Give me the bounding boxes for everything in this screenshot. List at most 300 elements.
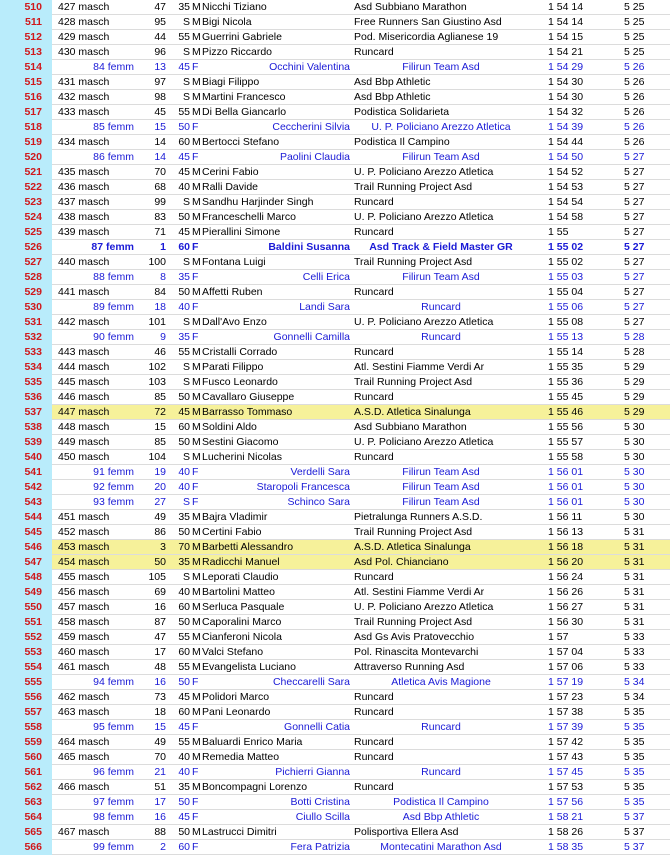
- category-rank: 96: [154, 46, 166, 58]
- athlete-name: Cristalli Corrado: [202, 346, 278, 358]
- category-rank: 51: [154, 781, 166, 793]
- gender-position: 463 masch: [58, 706, 110, 718]
- finish-time: 1 55 46: [548, 406, 584, 418]
- category-rank: 46: [154, 346, 166, 358]
- finish-time: 1 54 21: [548, 46, 584, 58]
- gender-position: 444 masch: [58, 361, 110, 373]
- overall-position: 555: [0, 675, 52, 690]
- category-age: 35: [178, 1, 190, 13]
- pace: 5 33: [624, 631, 645, 643]
- team-name: U. P. Policiano Arezzo Atletica: [371, 121, 511, 133]
- category-rank: 15: [154, 721, 166, 733]
- overall-position: 526: [0, 240, 52, 255]
- category-sex: M: [192, 451, 201, 463]
- pace: 5 27: [624, 316, 645, 328]
- table-row: [0, 585, 670, 600]
- category-rank: 27: [154, 496, 166, 508]
- category-age: 50: [178, 436, 190, 448]
- athlete-name: Staropoli Francesca: [256, 481, 350, 493]
- category-rank: 1: [160, 241, 166, 253]
- table-row: [0, 390, 670, 405]
- category-age: 45: [178, 226, 190, 238]
- category-age: S: [182, 76, 190, 88]
- gender-position: 440 masch: [58, 256, 110, 268]
- category-sex: F: [192, 466, 199, 478]
- category-age: S: [182, 496, 190, 508]
- table-row: [0, 105, 670, 120]
- category-rank: 88: [154, 826, 166, 838]
- category-sex: F: [192, 301, 199, 313]
- pace: 5 27: [624, 286, 645, 298]
- overall-position: 548: [0, 570, 52, 585]
- gender-position: 461 masch: [58, 661, 110, 673]
- category-sex: M: [192, 406, 201, 418]
- overall-position: 558: [0, 720, 52, 735]
- category-sex: F: [192, 151, 199, 163]
- gender-position: 451 masch: [58, 511, 110, 523]
- table-row: [0, 795, 670, 810]
- table-row: [0, 690, 670, 705]
- athlete-name: Nicchi Tiziano: [202, 1, 267, 13]
- category-age: 70: [178, 541, 190, 553]
- pace: 5 35: [624, 781, 645, 793]
- category-rank: 47: [154, 631, 166, 643]
- table-row: [0, 180, 670, 195]
- gender-position: 452 masch: [58, 526, 110, 538]
- category-age: 55: [178, 31, 190, 43]
- team-name: U. P. Policiano Arezzo Atletica: [354, 316, 494, 328]
- category-rank: 68: [154, 181, 166, 193]
- athlete-name: Affetti Ruben: [202, 286, 263, 298]
- finish-time: 1 56 27: [548, 601, 584, 613]
- category-age: 35: [178, 781, 190, 793]
- athlete-name: Pierallini Simone: [202, 226, 281, 238]
- athlete-name: Checcarelli Sara: [272, 676, 350, 688]
- category-age: 40: [178, 181, 190, 193]
- table-row: [0, 285, 670, 300]
- category-rank: 100: [148, 256, 166, 268]
- team-name: Runcard: [354, 736, 394, 748]
- table-row: [0, 705, 670, 720]
- finish-time: 1 54 30: [548, 76, 584, 88]
- gender-position: 432 masch: [58, 91, 110, 103]
- table-row: [0, 840, 670, 855]
- finish-time: 1 58 35: [548, 841, 584, 853]
- table-row: [0, 45, 670, 60]
- finish-time: 1 54 14: [548, 16, 584, 28]
- overall-position: 536: [0, 390, 52, 405]
- gender-position: 95 femm: [93, 721, 134, 733]
- category-sex: M: [192, 31, 201, 43]
- team-name: Atl. Sestini Fiamme Verdi Ar: [354, 361, 485, 373]
- category-sex: M: [192, 91, 201, 103]
- pace: 5 35: [624, 706, 645, 718]
- overall-position: 539: [0, 435, 52, 450]
- category-age: 60: [178, 601, 190, 613]
- category-sex: M: [192, 106, 201, 118]
- finish-time: 1 57 39: [548, 721, 584, 733]
- category-sex: M: [192, 541, 201, 553]
- team-name: Polisportiva Ellera Asd: [354, 826, 459, 838]
- category-sex: M: [192, 631, 201, 643]
- category-rank: 105: [148, 571, 166, 583]
- team-name: U. P. Policiano Arezzo Atletica: [354, 166, 494, 178]
- category-rank: 101: [148, 316, 166, 328]
- overall-position: 564: [0, 810, 52, 825]
- category-sex: M: [192, 226, 201, 238]
- category-sex: F: [192, 721, 199, 733]
- team-name: Trail Running Project Asd: [354, 616, 473, 628]
- athlete-name: Bajra Vladimir: [202, 511, 268, 523]
- pace: 5 26: [624, 136, 645, 148]
- athlete-name: Verdelli Sara: [290, 466, 350, 478]
- pace: 5 35: [624, 796, 645, 808]
- finish-time: 1 56 30: [548, 616, 584, 628]
- table-row: [0, 195, 670, 210]
- category-rank: 71: [154, 226, 166, 238]
- category-rank: 17: [154, 796, 166, 808]
- pace: 5 27: [624, 166, 645, 178]
- table-row: [0, 465, 670, 480]
- overall-position: 532: [0, 330, 52, 345]
- category-sex: M: [192, 286, 201, 298]
- table-row: [0, 120, 670, 135]
- athlete-name: Fusco Leonardo: [202, 376, 278, 388]
- category-age: S: [182, 196, 190, 208]
- gender-position: 427 masch: [58, 1, 110, 13]
- team-name: Runcard: [354, 571, 394, 583]
- table-row: [0, 210, 670, 225]
- gender-position: 460 masch: [58, 646, 110, 658]
- gender-position: 448 masch: [58, 421, 110, 433]
- gender-position: 450 masch: [58, 451, 110, 463]
- table-row: [0, 615, 670, 630]
- gender-position: 467 masch: [58, 826, 110, 838]
- category-age: S: [182, 16, 190, 28]
- athlete-name: Certini Fabio: [202, 526, 262, 538]
- athlete-name: Occhini Valentina: [269, 61, 350, 73]
- team-name: Runcard: [421, 721, 461, 733]
- finish-time: 1 58 21: [548, 811, 584, 823]
- gender-position: 96 femm: [93, 766, 134, 778]
- category-rank: 45: [154, 106, 166, 118]
- finish-time: 1 56 20: [548, 556, 584, 568]
- category-age: 45: [178, 721, 190, 733]
- overall-position: 527: [0, 255, 52, 270]
- pace: 5 25: [624, 31, 645, 43]
- overall-position: 559: [0, 735, 52, 750]
- table-row: [0, 90, 670, 105]
- team-name: Runcard: [354, 226, 394, 238]
- category-sex: M: [192, 316, 201, 328]
- category-age: S: [182, 46, 190, 58]
- team-name: A.S.D. Atletica Sinalunga: [354, 541, 471, 553]
- team-name: Atletica Avis Magione: [391, 676, 491, 688]
- category-rank: 95: [154, 16, 166, 28]
- category-rank: 102: [148, 361, 166, 373]
- overall-position: 547: [0, 555, 52, 570]
- gender-position: 429 masch: [58, 31, 110, 43]
- category-age: 40: [178, 481, 190, 493]
- pace: 5 27: [624, 181, 645, 193]
- category-age: 55: [178, 661, 190, 673]
- gender-position: 459 masch: [58, 631, 110, 643]
- category-sex: M: [192, 526, 201, 538]
- table-row: [0, 60, 670, 75]
- finish-time: 1 54 29: [548, 61, 584, 73]
- category-sex: F: [192, 496, 199, 508]
- finish-time: 1 54 58: [548, 211, 584, 223]
- category-age: S: [182, 376, 190, 388]
- category-age: 50: [178, 286, 190, 298]
- category-rank: 47: [154, 1, 166, 13]
- category-sex: F: [192, 811, 199, 823]
- pace: 5 29: [624, 361, 645, 373]
- category-rank: 8: [160, 271, 166, 283]
- gender-position: 436 masch: [58, 181, 110, 193]
- team-name: Filirun Team Asd: [402, 271, 480, 283]
- finish-time: 1 55 04: [548, 286, 584, 298]
- finish-time: 1 55 35: [548, 361, 584, 373]
- finish-time: 1 57 04: [548, 646, 584, 658]
- category-rank: 49: [154, 511, 166, 523]
- category-sex: M: [192, 616, 201, 628]
- finish-time: 1 55 36: [548, 376, 584, 388]
- category-age: 60: [178, 421, 190, 433]
- category-age: 55: [178, 346, 190, 358]
- gender-position: 456 masch: [58, 586, 110, 598]
- category-sex: M: [192, 346, 201, 358]
- overall-position: 524: [0, 210, 52, 225]
- finish-time: 1 57 45: [548, 766, 584, 778]
- category-rank: 19: [154, 466, 166, 478]
- category-rank: 16: [154, 811, 166, 823]
- overall-position: 546: [0, 540, 52, 555]
- category-sex: F: [192, 241, 199, 253]
- overall-position: 533: [0, 345, 52, 360]
- overall-position: 512: [0, 30, 52, 45]
- overall-position: 514: [0, 60, 52, 75]
- overall-position: 515: [0, 75, 52, 90]
- pace: 5 25: [624, 46, 645, 58]
- overall-position: 538: [0, 420, 52, 435]
- table-row: [0, 525, 670, 540]
- team-name: Attraverso Running Asd: [354, 661, 465, 673]
- gender-position: 465 masch: [58, 751, 110, 763]
- table-row: [0, 135, 670, 150]
- athlete-name: Barbetti Alessandro: [202, 541, 294, 553]
- category-sex: M: [192, 211, 201, 223]
- category-rank: 18: [154, 706, 166, 718]
- athlete-name: Biagi Filippo: [202, 76, 260, 88]
- gender-position: 89 femm: [93, 301, 134, 313]
- category-age: 50: [178, 676, 190, 688]
- table-row: [0, 495, 670, 510]
- category-age: 45: [178, 691, 190, 703]
- pace: 5 35: [624, 751, 645, 763]
- category-rank: 3: [160, 541, 166, 553]
- category-age: 50: [178, 526, 190, 538]
- category-rank: 16: [154, 676, 166, 688]
- pace: 5 30: [624, 436, 645, 448]
- pace: 5 26: [624, 106, 645, 118]
- table-row: [0, 555, 670, 570]
- gender-position: 98 femm: [93, 811, 134, 823]
- pace: 5 27: [624, 151, 645, 163]
- overall-position: 551: [0, 615, 52, 630]
- team-name: Trail Running Project Asd: [354, 256, 473, 268]
- category-sex: F: [192, 61, 199, 73]
- overall-position: 565: [0, 825, 52, 840]
- overall-position: 525: [0, 225, 52, 240]
- athlete-name: Gonnelli Camilla: [273, 331, 350, 343]
- pace: 5 30: [624, 421, 645, 433]
- category-age: 60: [178, 841, 190, 853]
- category-age: 45: [178, 166, 190, 178]
- overall-position: 534: [0, 360, 52, 375]
- finish-time: 1 57 43: [548, 751, 584, 763]
- category-sex: M: [192, 166, 201, 178]
- category-rank: 104: [148, 451, 166, 463]
- table-row: [0, 735, 670, 750]
- gender-position: 466 masch: [58, 781, 110, 793]
- pace: 5 26: [624, 76, 645, 88]
- athlete-name: Pizzo Riccardo: [202, 46, 273, 58]
- table-row: [0, 750, 670, 765]
- finish-time: 1 55 45: [548, 391, 584, 403]
- category-rank: 15: [154, 121, 166, 133]
- athlete-name: Ceccherini Silvia: [272, 121, 350, 133]
- category-age: 35: [178, 271, 190, 283]
- category-rank: 2: [160, 841, 166, 853]
- category-rank: 13: [154, 61, 166, 73]
- team-name: Asd Subbiano Marathon: [354, 1, 467, 13]
- gender-position: 93 femm: [93, 496, 134, 508]
- pace: 5 31: [624, 526, 645, 538]
- table-row: [0, 600, 670, 615]
- pace: 5 29: [624, 391, 645, 403]
- category-sex: M: [192, 1, 201, 13]
- finish-time: 1 57 06: [548, 661, 584, 673]
- team-name: Runcard: [354, 46, 394, 58]
- category-age: 45: [178, 811, 190, 823]
- athlete-name: Celli Erica: [302, 271, 350, 283]
- athlete-name: Fontana Luigi: [202, 256, 266, 268]
- overall-position: 553: [0, 645, 52, 660]
- finish-time: 1 55 02: [548, 256, 584, 268]
- category-sex: M: [192, 136, 201, 148]
- table-row: [0, 0, 670, 15]
- overall-position: 529: [0, 285, 52, 300]
- category-age: 55: [178, 736, 190, 748]
- category-age: 45: [178, 61, 190, 73]
- category-sex: M: [192, 826, 201, 838]
- overall-position: 560: [0, 750, 52, 765]
- table-row: [0, 765, 670, 780]
- finish-time: 1 54 32: [548, 106, 584, 118]
- category-age: 50: [178, 796, 190, 808]
- category-age: 45: [178, 406, 190, 418]
- category-rank: 15: [154, 421, 166, 433]
- gender-position: 447 masch: [58, 406, 110, 418]
- finish-time: 1 56 01: [548, 496, 584, 508]
- category-rank: 98: [154, 91, 166, 103]
- pace: 5 27: [624, 196, 645, 208]
- athlete-name: Caporalini Marco: [202, 616, 282, 628]
- overall-position: 510: [0, 0, 52, 15]
- athlete-name: Ralli Davide: [202, 181, 259, 193]
- table-row: [0, 255, 670, 270]
- pace: 5 27: [624, 211, 645, 223]
- finish-time: 1 55 03: [548, 271, 584, 283]
- category-age: 50: [178, 826, 190, 838]
- team-name: Asd Gs Avis Pratovecchio: [354, 631, 475, 643]
- team-name: Runcard: [354, 781, 394, 793]
- athlete-name: Remedia Matteo: [202, 751, 280, 763]
- gender-position: 449 masch: [58, 436, 110, 448]
- pace: 5 29: [624, 406, 645, 418]
- gender-position: 87 femm: [91, 241, 134, 253]
- gender-position: 457 masch: [58, 601, 110, 613]
- athlete-name: Pani Leonardo: [202, 706, 271, 718]
- category-rank: 70: [154, 166, 166, 178]
- team-name: Filirun Team Asd: [402, 151, 480, 163]
- team-name: Trail Running Project Asd: [354, 526, 473, 538]
- pace: 5 35: [624, 721, 645, 733]
- pace: 5 26: [624, 121, 645, 133]
- pace: 5 35: [624, 766, 645, 778]
- gender-position: 94 femm: [93, 676, 134, 688]
- gender-position: 435 masch: [58, 166, 110, 178]
- pace: 5 31: [624, 541, 645, 553]
- athlete-name: Schinco Sara: [287, 496, 350, 508]
- finish-time: 1 54 39: [548, 121, 584, 133]
- gender-position: 97 femm: [93, 796, 134, 808]
- athlete-name: Pichierri Gianna: [275, 766, 350, 778]
- gender-position: 88 femm: [93, 271, 134, 283]
- overall-position: 537: [0, 405, 52, 420]
- athlete-name: Cerini Fabio: [202, 166, 259, 178]
- pace: 5 29: [624, 376, 645, 388]
- pace: 5 34: [624, 691, 645, 703]
- finish-time: 1 54 15: [548, 31, 584, 43]
- pace: 5 26: [624, 91, 645, 103]
- finish-time: 1 54 14: [548, 1, 584, 13]
- finish-time: 1 58 26: [548, 826, 584, 838]
- finish-time: 1 56 24: [548, 571, 584, 583]
- gender-position: 84 femm: [93, 61, 134, 73]
- pace: 5 31: [624, 586, 645, 598]
- overall-position: 556: [0, 690, 52, 705]
- finish-time: 1 55 06: [548, 301, 584, 313]
- pace: 5 31: [624, 601, 645, 613]
- team-name: Runcard: [421, 766, 461, 778]
- gender-position: 92 femm: [93, 481, 134, 493]
- category-rank: 87: [154, 616, 166, 628]
- team-name: Asd Bbp Athletic: [354, 76, 431, 88]
- finish-time: 1 57 53: [548, 781, 584, 793]
- overall-position: 549: [0, 585, 52, 600]
- pace: 5 31: [624, 556, 645, 568]
- team-name: Runcard: [354, 346, 394, 358]
- pace: 5 30: [624, 496, 645, 508]
- finish-time: 1 56 11: [548, 511, 583, 523]
- finish-time: 1 54 54: [548, 196, 584, 208]
- overall-position: 518: [0, 120, 52, 135]
- overall-position: 530: [0, 300, 52, 315]
- finish-time: 1 57: [548, 631, 569, 643]
- table-row: [0, 30, 670, 45]
